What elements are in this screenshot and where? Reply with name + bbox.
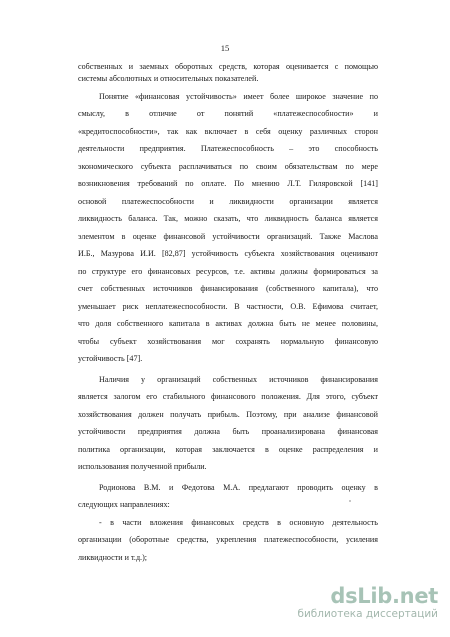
text-line: организации (оборотные средства, укрепления платежеспособности, усиления — [78, 535, 378, 544]
text-line: И.Б., Мазурова И.И. [82,87] устойчивость субъекта хозяйствования оценивают — [78, 249, 378, 258]
watermark — [297, 585, 438, 620]
text-line: счет собственных источников финансирования (собственного капитала), что — [78, 284, 378, 293]
text-line: элементом в оценке финансовой устойчивости организаций. Также Маслова — [78, 232, 378, 241]
text-line: Наличия у организаций собственных источников финансирования — [99, 375, 378, 384]
text-line: - в части вложения финансовых средств в основную деятельность — [99, 518, 378, 527]
text-line: основой платежеспособности и ликвидности организации является — [78, 197, 378, 206]
watermark-caption: библиотека диссертаций — [297, 608, 438, 620]
text-line: «кредитоспособности», так как включает в себя оценку различных сторон — [78, 127, 378, 136]
text-line: чтобы субъект хозяйствования мог сохранять нормальную финансовую — [78, 337, 378, 346]
text-line: возникновения требований по оплате. По мнению Л.Т. Гиляровской [141] — [78, 179, 378, 188]
text-line: является залогом его стабильного финансового положения. Для этого, субъект — [78, 392, 378, 401]
text-line: политика организации, которая заключается в оценке распределения и — [78, 445, 378, 454]
text-line: хозяйствования должен получать прибыль. Поэтому, при анализе финансовой — [78, 410, 378, 419]
text-line: деятельности предприятия. Платежеспособность – это способность — [78, 144, 378, 153]
text-line: использования полученной прибыли. — [78, 462, 207, 471]
page-number: 15 — [220, 43, 230, 53]
text-line: собственных и заемных оборотных средств, которая оценивается с помощью — [78, 62, 378, 71]
text-line: что доля собственного капитала в активах должна быть не менее половины, — [78, 319, 378, 328]
text-line: ликвидность баланса. Так, можно сказать, что ликвидность баланса является — [78, 214, 378, 223]
text-line: уменьшает риск неплатежеспособности. В частности, О.В. Ефимова считает, — [78, 302, 378, 311]
text-line: устойчивость [47]. — [78, 354, 143, 363]
text-line: Понятие «финансовая устойчивость» имеет более широкое значение по — [99, 92, 378, 101]
scan-speck — [349, 500, 351, 502]
text-line: смыслу, в отличие от понятий «платежеспособности» и — [78, 109, 378, 118]
text-line: устойчивости предприятия должна быть проанализирована финансовая — [78, 427, 378, 436]
text-line: Родионова В.М. и Федотова М.А. предлагают проводить оценку в — [99, 483, 378, 492]
text-line: экономического субъекта расплачиваться по своим обязательствам по мере — [78, 162, 378, 171]
text-line: по структуре его финансовых ресурсов, т.е. активы должны формироваться за — [78, 267, 378, 276]
text-line: следующих направлениях: — [78, 500, 170, 509]
watermark-logo: dsLib.net — [330, 584, 438, 608]
text-line: системы абсолютных и относительных показателей. — [78, 74, 259, 83]
text-line: ликвидности и т.д.); — [78, 553, 148, 562]
